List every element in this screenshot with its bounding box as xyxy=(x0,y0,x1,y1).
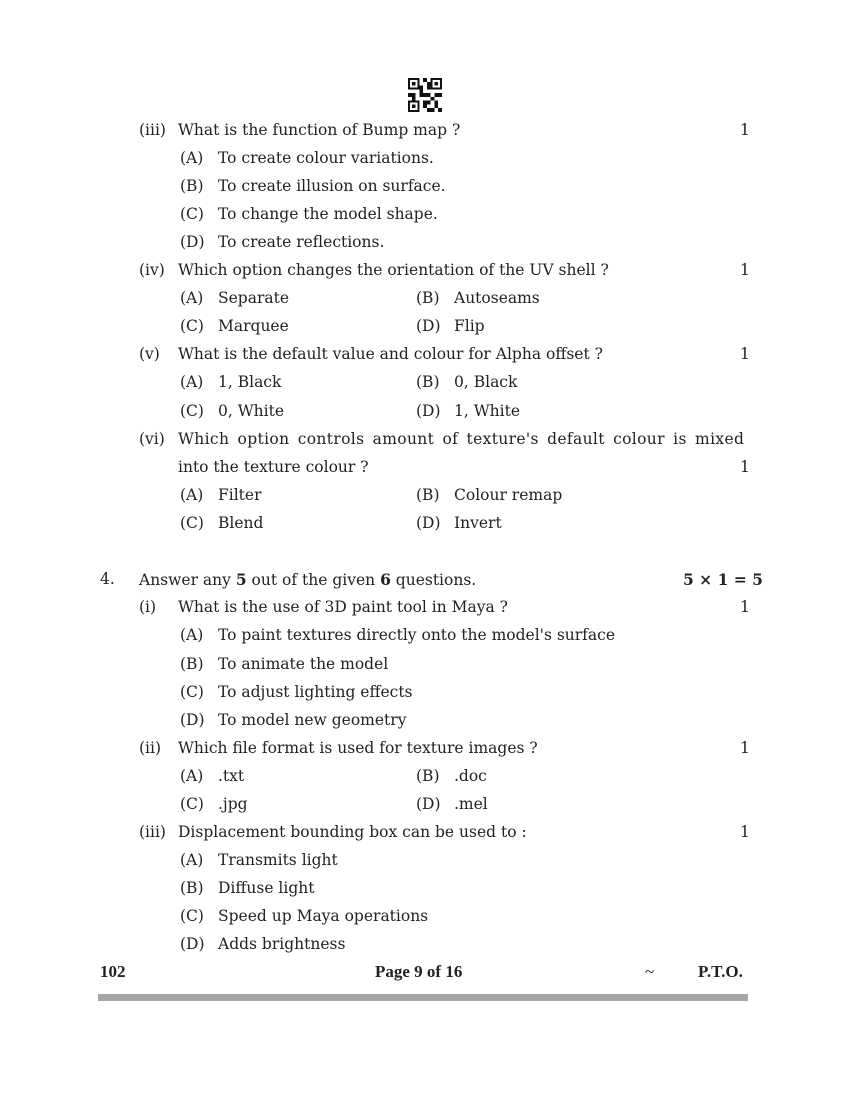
option-text: 0, Black xyxy=(454,373,518,391)
question-text-continued: into the texture colour ? xyxy=(178,458,369,476)
question-number: (ii) xyxy=(139,739,162,757)
option-label: (C) xyxy=(180,317,204,335)
question-text: Which option controls amount of texture's default colour is mixed xyxy=(178,430,745,448)
section-instruction xyxy=(139,570,476,589)
paper-code: 102 xyxy=(100,962,126,981)
pto-label: P.T.O. xyxy=(698,962,743,981)
option-label: (C) xyxy=(180,402,204,420)
option-label: (A) xyxy=(180,626,204,644)
option-label: (C) xyxy=(180,514,204,532)
option-label: (B) xyxy=(180,655,204,673)
option-label: (C) xyxy=(180,795,204,813)
question-number: (vi) xyxy=(139,430,165,448)
qr-code-icon xyxy=(408,78,442,112)
instruction-text: out of the given xyxy=(246,571,381,589)
option-text: To change the model shape. xyxy=(218,205,438,223)
option-text: 1, Black xyxy=(218,373,282,391)
option-label: (A) xyxy=(180,289,204,307)
section-number: 4. xyxy=(100,570,115,588)
question-text: Displacement bounding box can be used to : xyxy=(178,823,527,841)
question-marks: 1 xyxy=(740,458,750,476)
option-label: (D) xyxy=(180,711,205,729)
option-text: Separate xyxy=(218,289,290,307)
question-number: (v) xyxy=(139,345,160,363)
option-label: (D) xyxy=(416,317,441,335)
instruction-text: questions. xyxy=(390,571,477,589)
option-text: Flip xyxy=(454,317,485,335)
option-text: To create reflections. xyxy=(218,233,385,251)
page-number: Page 9 of 16 xyxy=(375,962,463,981)
question-text: What is the function of Bump map ? xyxy=(178,121,461,139)
option-text: 0, White xyxy=(218,402,284,420)
question-marks: 1 xyxy=(740,345,750,363)
option-label: (D) xyxy=(416,795,441,813)
option-label: (A) xyxy=(180,767,204,785)
option-label: (A) xyxy=(180,373,204,391)
option-text: Diffuse light xyxy=(218,879,315,897)
question-text: What is the use of 3D paint tool in Maya ? xyxy=(178,598,508,616)
question-text: Which option changes the orientation of the UV shell ? xyxy=(178,261,609,279)
option-text: To model new geometry xyxy=(218,711,407,729)
option-label: (B) xyxy=(180,177,204,195)
instruction-text: Answer any xyxy=(139,571,236,589)
option-text: Filter xyxy=(218,486,262,504)
option-text: Invert xyxy=(454,514,502,532)
instruction-count: 5 xyxy=(235,570,247,589)
option-text: To create colour variations. xyxy=(218,149,434,167)
option-text: To animate the model xyxy=(218,655,389,673)
option-label: (A) xyxy=(180,486,204,504)
question-marks: 1 xyxy=(740,739,750,757)
option-label: (A) xyxy=(180,851,204,869)
instruction-total: 6 xyxy=(380,570,391,589)
option-text: Marquee xyxy=(218,317,289,335)
option-label: (D) xyxy=(416,514,441,532)
option-label: (C) xyxy=(180,907,204,925)
question-number: (iii) xyxy=(139,823,166,841)
question-marks: 1 xyxy=(740,598,750,616)
option-label: (A) xyxy=(180,149,204,167)
option-text: Speed up Maya operations xyxy=(218,907,429,925)
question-marks: 1 xyxy=(740,121,750,139)
option-label: (C) xyxy=(180,205,204,223)
option-text: .doc xyxy=(454,767,487,785)
option-text: .mel xyxy=(454,795,488,813)
question-marks: 1 xyxy=(740,823,750,841)
question-marks: 1 xyxy=(740,261,750,279)
option-text: To adjust lighting effects xyxy=(218,683,413,701)
option-text: Adds brightness xyxy=(218,935,346,953)
option-label: (D) xyxy=(180,935,205,953)
option-label: (D) xyxy=(180,233,205,251)
option-label: (B) xyxy=(416,373,440,391)
tilde-mark: ~ xyxy=(645,962,655,981)
option-label: (C) xyxy=(180,683,204,701)
option-text: Autoseams xyxy=(454,289,540,307)
option-label: (B) xyxy=(180,879,204,897)
question-number: (iii) xyxy=(139,121,166,139)
question-number: (iv) xyxy=(139,261,165,279)
footer-rule xyxy=(98,994,748,1001)
question-text: What is the default value and colour for Alpha offset ? xyxy=(178,345,603,363)
option-label: (D) xyxy=(416,402,441,420)
question-text: Which file format is used for texture images ? xyxy=(178,739,538,757)
option-text: .jpg xyxy=(218,795,248,813)
option-label: (B) xyxy=(416,767,440,785)
option-text: .txt xyxy=(218,767,245,785)
section-marks: 5 × 1 = 5 xyxy=(683,570,763,589)
option-text: 1, White xyxy=(454,402,520,420)
option-label: (B) xyxy=(416,289,440,307)
option-text: Transmits light xyxy=(218,851,338,869)
option-label: (B) xyxy=(416,486,440,504)
option-text: Colour remap xyxy=(454,486,563,504)
option-text: Blend xyxy=(218,514,264,532)
option-text: To create illusion on surface. xyxy=(218,177,446,195)
option-text: To paint textures directly onto the model's surface xyxy=(218,626,615,644)
question-number: (i) xyxy=(139,598,157,616)
